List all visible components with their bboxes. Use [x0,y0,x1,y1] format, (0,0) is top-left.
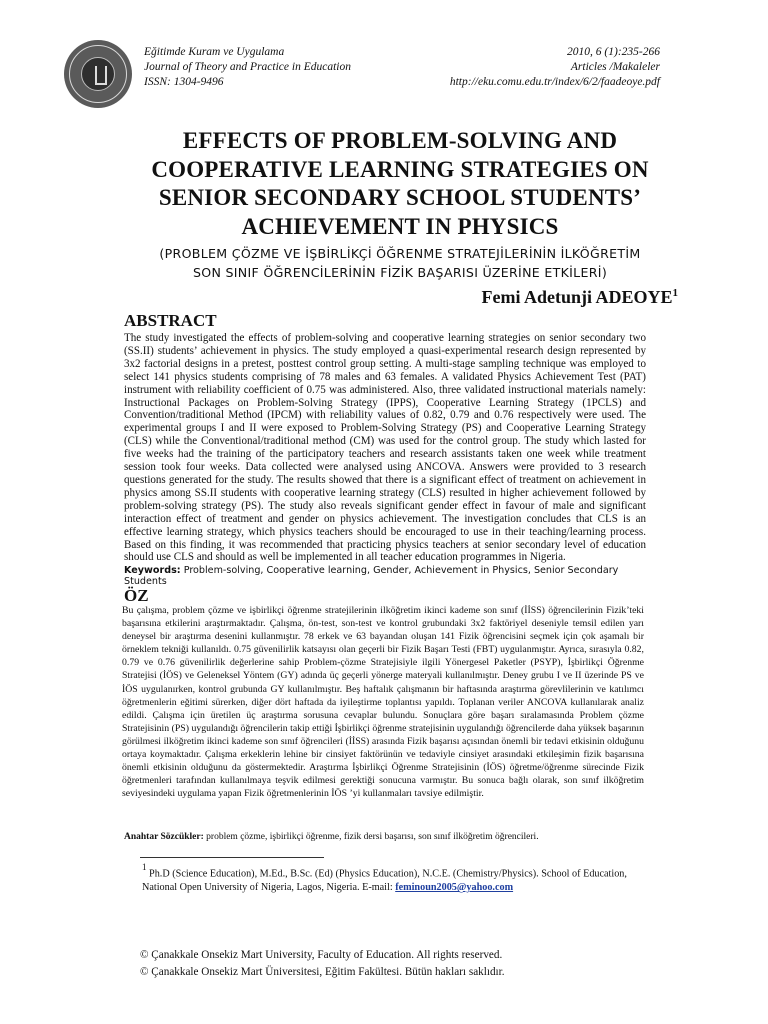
journal-title-tr: Eğitimde Kuram ve Uygulama [144,46,285,58]
journal-title-en: Journal of Theory and Practice in Education [144,61,351,73]
anahtar-sozcukler-line [124,832,664,842]
abstract-text: The study investigated the effects of problem-solving and cooperative learning strategies on senior secondary two (SS.II) students’ achievement in physics. The study employed a quasi-experimental research design represented by 3x2 factorial designs in a pretest, posttest control group setting. A multi-stage sampling technique was employed to select 141 physics students comprising of 78 males and 63 females. A validated Physics Achievement Test (PAT) instrument with reliability coefficient of 0.75 was administered. Also, three validated instructional materials namely: Instructional Packages on Problem-Solving Strategy (IPPS), Cooperative Learning Strategy (1PCLS) and Convention/traditional Method (IPCM) with reliability values of 0.82, 0.79 and 0.76 respectively were used. The experimental groups I and II were exposed to Problem-Solving Strategy (PS) and Cooperative Learning Strategy (CLS) while the Conventional/traditional method (CM) was used for the control group. The study which lasted for five weeks had the training of the participatory teachers and research assistants taken one week while treatment session took four weeks. Data collected were analysed using ANCOVA. Answers were provided to 3 research questions generated for the study. The results showed that there is a significant effect of treatment on achievement in physics among SS.II students with cooperative learning strategy (CLS) resulted in higher achievement followed by problem-solving strategy (PS). The study also reveals significant gender effect in favour of male and significant interaction effect of treatment and gender on physics achievement. The investigation concludes that CLS is an effective learning strategy, which physics teachers should be encouraged to use in their teaching/learning process. Based on this finding, it was recommended that practicing physics teachers at senior secondary level of education should use CLS and should as well be implemented in all teacher education programmes in Nigeria. [124,332,646,564]
journal-volume: 2010, 6 (1):235-266 [567,46,660,58]
journal-header-right [450,45,660,90]
author-name [481,287,678,308]
author-email-link[interactable]: feminoun2005@yahoo.com [395,882,514,894]
oz-heading: ÖZ [124,586,149,605]
copyright-block [140,947,505,981]
footnote-divider [140,857,324,858]
keywords-text: Problem-solving, Cooperative learning, Gender, Achievement in Physics, Senior Secondary Students [124,565,619,587]
title-line-4: ACHIEVEMENT IN PHYSICS [241,213,559,239]
anahtar-label: Anahtar Sözcükler: [124,832,204,842]
paper-title [120,127,680,241]
author-name-text: Femi Adetunji ADEOYE [481,287,673,307]
keywords-label: Keywords: [124,565,181,576]
article-url[interactable]: http://eku.comu.edu.tr/index/6/2/faadeoye.pdf [449,76,660,88]
abstract-heading: ABSTRACT [124,311,217,330]
article-section: Articles /Makaleler [570,61,660,73]
copyright-tr: © Çanakkale Onsekiz Mart Üniversitesi, Eğitim Fakültesi. Bütün hakları saklıdır. [140,966,505,978]
oz-text: Bu çalışma, problem çözme ve işbirlikçi öğrenme stratejilerinin ilköğretim ikinci kademe son sınıf (İİSS) öğrencilerinin Fizik’teki başarısına etkilerini araştırmaktadır. Çalışma, ön-test, son-test ve kontrol grubundaki 3x2 faktöriyel deseniyle temsil edilen yarı deneysel bir araştırma desenini kullanmıştır. 78 erkek ve 63 bayandan oluşan 141 Fizik öğrencisini seçmek için çok aşamalı bir örneklem tekniği kullanıldı. 0.75 güvenilirlik katsayısı olan geçerli bir Fizik Başarı Testi (FBT) uygulanmıştır. Ayrıca, sırasıyla 0.82, 0.79 ve 0.76 güvenilirlik değerlerine sahip Problem-çözme Stratejisiyle ilgili Yönergesel Paketler (PSYP), İşbirlikçi Öğrenme Stratejisi (İÖS) ve Geleneksel Yöntem (GY) adında üç geçerli yönerge materyali kullanılmıştır. Deney grubu I ve II üzerinde PS ve İÖS uygulanırken, kontrol grubunda GY kullanılmıştır. Beş haftalık çalışmanın bir haftasında araştırma görevlilerinin ve katılımcı öğretmenlerin eğitimi sürerken, diğer dört haftada da iyileştirme toplantısı yapıldı. Toplanan veriler ANCOVA kullanılarak analiz edildi. Çalışma için üretilen üç araştırma sorusuna cevaplar bulundu. Sonuçlara göre başarı sıralamasında Problem çözme Stratejisinin (PS) uygulandığı öğrencilerin takip ettiği İşbirlikçi öğrenme stratejisinin uygulandığı öğrencilerde daha yüksek başarının görülmesi ilköğretim ikinci kademe son sınıf öğrencileri (İİSS) arasında Fizik başarısı açısından önemli bir tedavi etkisinin olduğunu ortaya koymaktadır. Çalışma erkeklerin lehine bir cinsiyet faktörünün ve tedaviyle cinsiyet arasındaki etkileşimin fizik başarısına önemli etkisinin olduğunu da göstermektedir. Araştırma İşbirlikçi Öğrenme Stratejisinin (İÖS) öğretme/öğrenme sürecinde Fizik öğretmenleri tarafından kullanılmaya teşvik edilmesi gerektiği sonucuna varmıştır. Bu sonuca bağlı olarak, son sınıf ilköğretim seviyesindeki uygulama yapan Fizik öğretmenlerinin İÖS ’yi kullanmaları tavsiye edilmiştir. [122,605,644,800]
author-footnote [142,862,652,895]
university-seal-logo [64,40,132,108]
title-line-1: EFFECTS OF PROBLEM-SOLVING AND [182,128,618,153]
journal-issn: ISSN: 1304-9496 [144,76,224,88]
seal-emblem [81,57,115,91]
journal-header-left [144,45,351,90]
title-line-3: SENIOR SECONDARY SCHOOL STUDENTS’ [158,185,642,210]
paper-subtitle-tr [110,244,690,282]
copyright-en: © Çanakkale Onsekiz Mart University, Faculty of Education. All rights reserved. [140,949,503,961]
anahtar-text: problem çözme, işbirlikçi öğrenme, fizik dersi başarısı, son sınıf ilköğretim öğrencileri. [206,832,539,842]
author-footnote-marker: 1 [672,287,678,299]
subtitle-line-1: (PROBLEM ÇÖZME VE İŞBİRLİKÇİ ÖĞRENME STRATEJİLERİNİN İLKÖĞRETİM [159,246,641,261]
title-line-2: COOPERATIVE LEARNING STRATEGIES ON [151,156,649,182]
keywords-line [124,565,654,587]
footnote-marker: 1 [142,862,147,872]
footnote-text: Ph.D (Science Education), M.Ed., B.Sc. (Ed) (Physics Education), N.C.E. (Chemistry/Physics). School of Education, National Open University of Nigeria, Lagos, Nigeria. E-mail: [142,868,627,894]
subtitle-line-2: SON SINIF ÖĞRENCİLERİNİN FİZİK BAŞARISI ÜZERİNE ETKİLERİ) [192,265,608,280]
